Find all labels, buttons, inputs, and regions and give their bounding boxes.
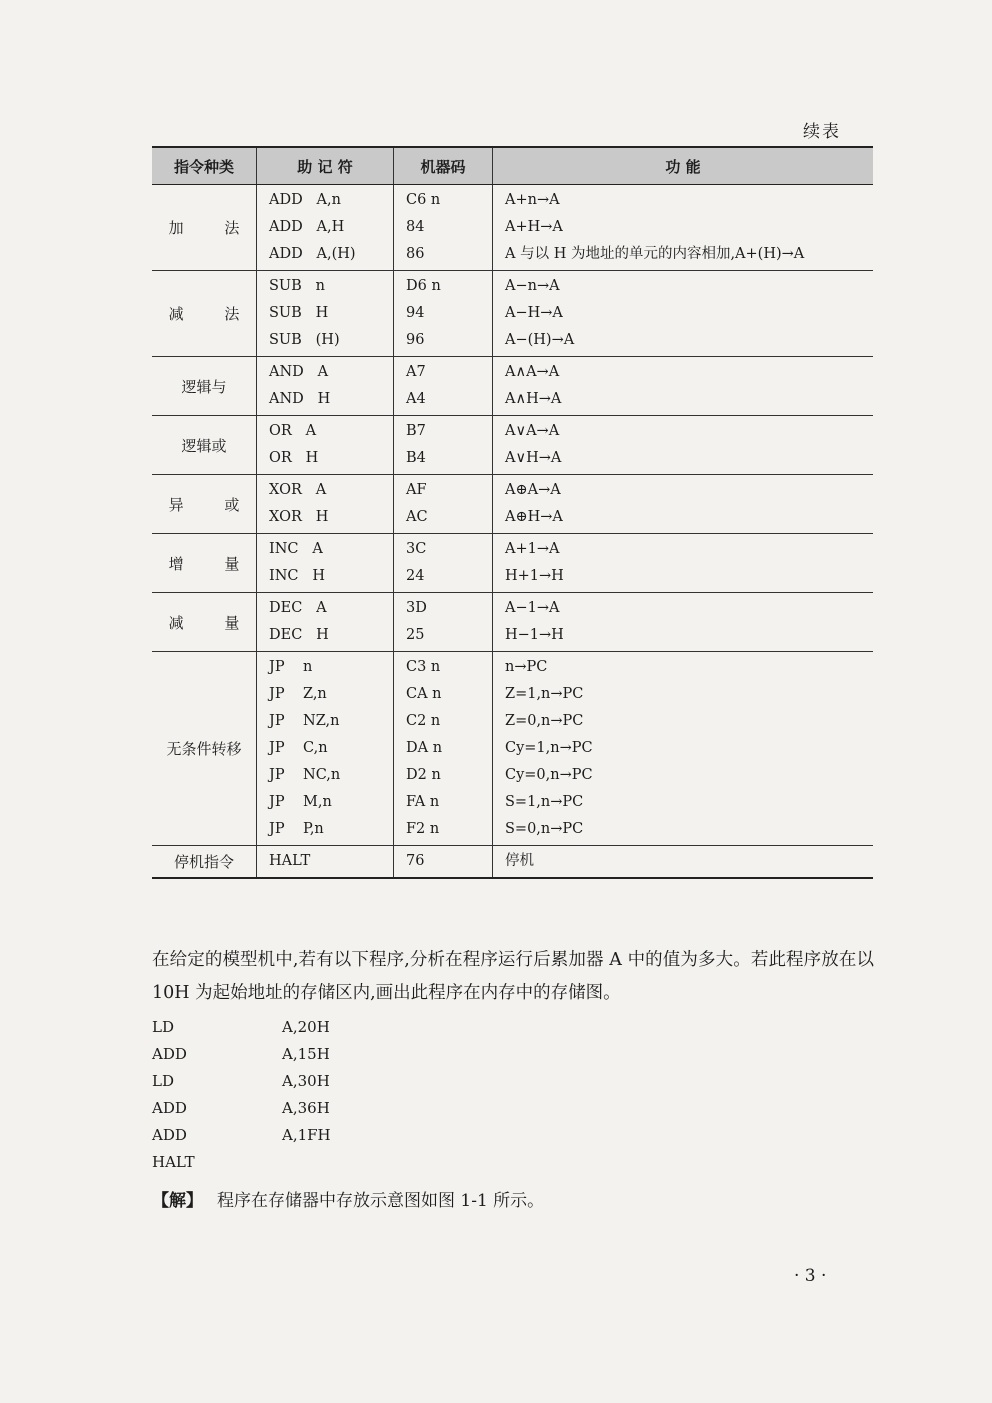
mnemonic-line: SUB H — [269, 305, 329, 321]
code-cell — [394, 357, 493, 416]
mnemonic-line: ADD A,n — [269, 192, 341, 208]
code-line: AC — [406, 509, 428, 525]
mnemonic-line: JP n — [269, 659, 313, 675]
category-label: 加 法 — [168, 219, 258, 237]
function-line: A⊕A→A — [505, 482, 561, 498]
table-row — [152, 416, 873, 475]
function-cell — [493, 593, 874, 652]
table-body — [152, 185, 873, 879]
mnemonic-line: SUB (H) — [269, 332, 340, 348]
table-row — [152, 534, 873, 593]
solution-tag: 【解】 — [152, 1191, 203, 1211]
mnemonic-line: OR A — [269, 423, 317, 439]
continued-table-label: 续表 — [803, 122, 841, 142]
table-row — [152, 593, 873, 652]
function-line: A−(H)→A — [505, 332, 575, 348]
program-opcode: ADD — [152, 1045, 187, 1063]
function-line: Cy=1,n→PC — [505, 740, 593, 756]
instruction-table — [152, 146, 873, 879]
function-line: A⊕H→A — [505, 509, 563, 525]
category-label: 减 量 — [168, 613, 258, 632]
code-line: DA n — [406, 740, 443, 756]
function-line: n→PC — [505, 659, 548, 675]
code-line: 24 — [406, 568, 425, 584]
mnemonic-cell — [257, 593, 394, 652]
table-row — [152, 652, 873, 846]
function-cell — [493, 185, 874, 271]
program-opcode: ADD — [152, 1126, 187, 1144]
function-line: A−n→A — [505, 278, 560, 294]
mnemonic-line: JP P,n — [269, 821, 324, 837]
program-operand: A,1FH — [282, 1126, 331, 1144]
function-cell — [493, 416, 874, 475]
code-cell — [394, 652, 493, 846]
header-machine-code: 机器码 — [394, 147, 493, 185]
mnemonic-line: HALT — [269, 853, 311, 869]
header-function: 功 能 — [493, 147, 874, 185]
category-label: 无条件转移 — [166, 740, 242, 758]
table-row — [152, 271, 873, 357]
code-line: D2 n — [406, 767, 441, 783]
code-line: B4 — [406, 450, 426, 466]
code-line: FA n — [406, 794, 440, 810]
function-line: Cy=0,n→PC — [505, 767, 593, 783]
function-line: Z=0,n→PC — [505, 713, 584, 729]
code-line: CA n — [406, 686, 442, 702]
mnemonic-line: DEC H — [269, 627, 329, 643]
category-label: 停机指令 — [173, 853, 234, 871]
function-cell — [493, 534, 874, 593]
category-cell — [152, 357, 257, 416]
solution-text: 程序在存储器中存放示意图如图 1-1 所示。 — [217, 1191, 545, 1211]
mnemonic-line: JP C,n — [269, 740, 328, 756]
function-line: S=1,n→PC — [505, 794, 584, 810]
mnemonic-cell — [257, 475, 394, 534]
code-cell — [394, 416, 493, 475]
table-header-row — [152, 147, 873, 185]
category-cell — [152, 652, 257, 846]
mnemonic-line: OR H — [269, 450, 319, 466]
program-opcode: ADD — [152, 1099, 187, 1117]
function-line: A+n→A — [505, 192, 560, 208]
function-line: A∨A→A — [505, 423, 560, 439]
code-line: A4 — [406, 391, 426, 407]
mnemonic-cell — [257, 534, 394, 593]
code-line: B7 — [406, 423, 426, 439]
mnemonic-line: ADD A,(H) — [269, 246, 356, 262]
category-cell — [152, 185, 257, 271]
code-line: 96 — [406, 332, 425, 348]
function-line: A+H→A — [505, 219, 563, 235]
code-line: 84 — [406, 219, 425, 235]
category-cell — [152, 534, 257, 593]
code-line: AF — [406, 482, 427, 498]
code-line: 86 — [406, 246, 425, 262]
code-line: F2 n — [406, 821, 440, 837]
code-cell — [394, 475, 493, 534]
mnemonic-line: ADD A,H — [269, 219, 345, 235]
category-cell — [152, 416, 257, 475]
function-line: H−1→H — [505, 627, 564, 643]
category-cell — [152, 271, 257, 357]
function-line: A∧H→A — [505, 391, 562, 407]
table-row — [152, 846, 873, 879]
program-opcode: LD — [152, 1072, 174, 1090]
table-row — [152, 357, 873, 416]
header-category: 指令种类 — [152, 147, 257, 185]
table-row — [152, 185, 873, 271]
function-line: A∧A→A — [505, 364, 560, 380]
code-line: C3 n — [406, 659, 441, 675]
category-label: 减 法 — [168, 305, 258, 323]
function-cell — [493, 652, 874, 846]
code-cell — [394, 534, 493, 593]
function-line: A+1→A — [505, 541, 560, 557]
mnemonic-line: AND A — [269, 364, 329, 380]
mnemonic-line: DEC A — [269, 600, 327, 616]
program-operand: A,30H — [282, 1072, 330, 1090]
program-operand: A,15H — [282, 1045, 330, 1063]
mnemonic-line: JP Z,n — [269, 686, 327, 702]
category-cell — [152, 846, 257, 879]
mnemonic-cell — [257, 846, 394, 879]
code-cell — [394, 271, 493, 357]
program-operand: A,36H — [282, 1099, 330, 1117]
function-cell — [493, 357, 874, 416]
function-line: A−H→A — [505, 305, 563, 321]
function-cell — [493, 846, 874, 879]
solution-line — [152, 1186, 544, 1211]
code-line: A7 — [406, 364, 426, 380]
code-line: 25 — [406, 627, 425, 643]
code-cell — [394, 185, 493, 271]
function-line: A 与以 H 为地址的单元的内容相加,A+(H)→A — [505, 246, 805, 262]
code-cell — [394, 846, 493, 879]
code-line: C2 n — [406, 713, 441, 729]
mnemonic-line: SUB n — [269, 278, 325, 294]
code-line: C6 n — [406, 192, 441, 208]
code-line: 94 — [406, 305, 425, 321]
category-cell — [152, 593, 257, 652]
mnemonic-cell — [257, 357, 394, 416]
mnemonic-line: INC A — [269, 541, 323, 557]
question-paragraph: 在给定的模型机中,若有以下程序,分析在程序运行后累加器 A 中的值为多大。若此程序放在以 10H 为起始地址的存储区内,画出此程序在内存中的存储图。 — [152, 950, 874, 1003]
mnemonic-line: INC H — [269, 568, 325, 584]
code-line: 76 — [406, 853, 425, 869]
function-line: S=0,n→PC — [505, 821, 584, 837]
function-line: A∨H→A — [505, 450, 562, 466]
mnemonic-cell — [257, 185, 394, 271]
page-number: · 3 · — [794, 1266, 827, 1286]
category-label: 增 量 — [168, 554, 258, 573]
category-label: 逻辑与 — [181, 377, 227, 396]
function-line: H+1→H — [505, 568, 564, 584]
mnemonic-line: JP M,n — [269, 794, 332, 810]
mnemonic-cell — [257, 652, 394, 846]
category-label: 异 或 — [168, 495, 258, 514]
mnemonic-line: XOR A — [269, 482, 327, 498]
function-line: 停机 — [505, 853, 534, 869]
function-cell — [493, 271, 874, 357]
table-row — [152, 475, 873, 534]
mnemonic-cell — [257, 416, 394, 475]
program-opcode: HALT — [152, 1153, 195, 1171]
mnemonic-line: XOR H — [269, 509, 329, 525]
function-line: A−1→A — [505, 600, 560, 616]
code-line: D6 n — [406, 278, 441, 294]
program-operand: A,20H — [282, 1018, 330, 1036]
mnemonic-line: JP NC,n — [269, 767, 341, 783]
mnemonic-line: AND H — [269, 391, 331, 407]
code-line: 3D — [406, 600, 427, 616]
mnemonic-cell — [257, 271, 394, 357]
code-line: 3C — [406, 541, 427, 557]
category-cell — [152, 475, 257, 534]
program-opcode: LD — [152, 1018, 174, 1036]
mnemonic-line: JP NZ,n — [269, 713, 340, 729]
header-mnemonic: 助 记 符 — [257, 147, 394, 185]
category-label: 逻辑或 — [181, 436, 227, 455]
code-cell — [394, 593, 493, 652]
function-cell — [493, 475, 874, 534]
function-line: Z=1,n→PC — [505, 686, 584, 702]
